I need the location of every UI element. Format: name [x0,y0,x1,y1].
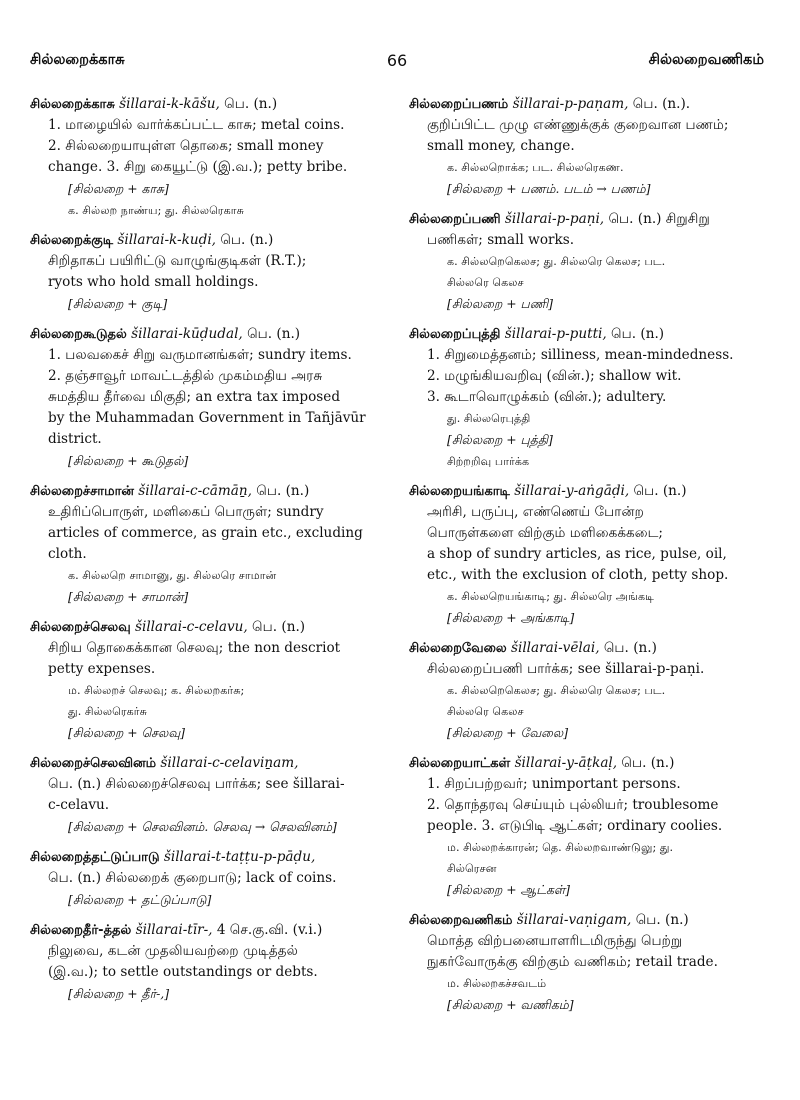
dictionary-entry [30,94,385,221]
headword: சில்லறையங்காடி [409,484,510,499]
part-of-speech: பெ. (n.) [629,483,687,499]
headword: சில்லறைக்காசு [30,97,115,112]
headword-line [30,324,385,345]
part-of-speech: பெ. (n.) [617,755,675,771]
definition-line: cloth. [48,546,87,562]
dictionary-entry [30,753,385,838]
cognate-line: க. சில்லறெகெலச; து. சில்லரெ கெலச; பட. [447,255,666,268]
etymology: [சில்லறை + சாமான்] [68,589,189,604]
part-of-speech: 4 செ.கு.வி. (v.i.) [212,922,323,938]
headword-line [30,481,385,502]
headword-line [409,638,764,659]
dictionary-entry [409,638,764,744]
cognate-line: சில்ரெசன [447,862,497,875]
definition-line: district. [48,431,102,447]
dictionary-entry [409,324,764,472]
transliteration: šillarai-c-celaviṉam, [156,755,299,771]
definition-line: 1. சிறுமைத்தனம்; silliness, mean-mindedness. [427,347,734,363]
definition-line: உதிரிப்பொருள், மளிகைப் பொருள்; sundry [48,504,324,520]
transliteration: šillarai-k-kāšu, [114,96,220,112]
headword-line [409,481,764,502]
dictionary-entry [30,920,385,1005]
cognate-line: து. சில்லரெபுத்தி [447,412,531,425]
headword: சில்லறைச்செலவினம் [30,756,157,771]
see-also: சிற்றறிவு பார்க்க [447,455,530,468]
columns [30,94,764,1025]
dictionary-entry [30,230,385,315]
dictionary-entry [30,847,385,911]
definition-line: 2. மழுங்கியவறிவு (வின்.); shallow wit. [427,368,682,384]
transliteration: šillarai-c-cāmāṉ, [133,483,252,499]
transliteration: šillarai-kūḍudal, [126,326,243,342]
transliteration: šillarai-k-kuḍi, [113,232,217,248]
transliteration: šillarai-t-taṭṭu-p-pāḍu, [159,849,316,865]
definition-line: பெ. (n.) சில்லறைச்செலவு பார்க்க; see šillarai- [48,776,345,792]
part-of-speech: பெ. (n.) [606,326,665,342]
headword-line [409,94,764,115]
right-column [409,94,764,1025]
cognate-line: சில்லரெ கெலச [447,705,524,718]
headword-line [409,910,764,931]
part-of-speech: பெ. (n.) [216,232,274,248]
etymology: [சில்லறை + செலவினம். செலவு → செலவினம்] [68,819,337,834]
definition-line: சிறிய தொகைக்கான செலவு; the non descriot [48,640,341,656]
etymology: [சில்லறை + அங்காடி] [447,610,575,625]
transliteration: šillarai-tīr-, [131,922,213,938]
dictionary-entry [409,910,764,1016]
definition-line: petty expenses. [48,661,156,677]
headword: சில்லறைக்குடி [30,233,114,248]
definition-line: குறிப்பிட்ட முழு எண்ணுக்குக் குறைவான பணம்; [427,117,729,133]
headword: சில்லறைப்புத்தி [409,327,501,342]
dictionary-entry [409,481,764,629]
definition-line: பொருள்களை விற்கும் மளிகைக்கடை; [427,525,663,541]
etymology: [சில்லறை + காசு] [68,181,169,196]
running-header [30,52,764,82]
transliteration: šillarai-vēlai, [506,640,600,656]
part-of-speech: பெ. (n.) [251,483,310,499]
part-of-speech: பெ. (n.) சிறுசிறு [604,211,710,227]
definition-line: change. 3. சிறு கையூட்டு (இ.வ.); petty bribe. [48,159,348,175]
headword: சில்லறைச்சாமான் [30,484,134,499]
left-column [30,94,385,1025]
definition-line: articles of commerce, as grain etc., excluding [48,525,363,541]
cognate-line: க. சில்லறொக்க; பட. சில்லரெகண. [447,161,624,174]
etymology: [சில்லறை + செலவு] [68,725,186,740]
etymology: [சில்லறை + பணி] [447,296,554,311]
definition-line: அரிசி, பருப்பு, எண்ணெய் போன்ற [427,504,644,520]
etymology: [சில்லறை + தீர்-,] [68,986,170,1001]
part-of-speech: பெ. (n.) [247,619,306,635]
definition-line: 1. மாழையில் வார்க்கப்பட்ட காசு; metal coins. [48,117,345,133]
cognate-line: சில்லரெ கெலச [447,276,524,289]
headword-line [30,920,385,941]
definition-line: (இ.வ.); to settle outstandings or debts. [48,964,318,980]
headword: சில்லறைச்செலவு [30,620,131,635]
headword: சில்லறைப்பணம் [409,97,509,112]
part-of-speech: பெ. (n.) [219,96,278,112]
definition-line: நிலுவை, கடன் முதலியவற்றை முடித்தல் [48,943,298,959]
definition-line: small money, change. [427,138,575,154]
definition-line: சுமத்திய தீர்வை மிகுதி; an extra tax imposed [48,389,341,405]
headword-line [30,847,385,868]
headword: சில்லறைத்தட்டுப்பாடு [30,850,160,865]
definition-line: நுகர்வோருக்கு விற்கும் வணிகம்; retail trade. [427,954,718,970]
dictionary-entry [30,324,385,472]
transliteration: šillarai-vaṇigam, [512,912,632,928]
definition-line: மொத்த விற்பனையாளரிடமிருந்து பெற்று [427,933,683,949]
headword: சில்லறையாட்கள் [409,756,511,771]
definition-line: c-celavu. [48,797,110,813]
definition-line: 2. தஞ்சாவூர் மாவட்டத்தில் முகம்மதிய அரசு [48,368,323,384]
header-last-word: சில்லறைவணிகம் [648,52,764,68]
headword: சில்லறைவணிகம் [409,913,513,928]
definition-line: பணிகள்; small works. [427,232,575,248]
headword: சில்லறைப்பணி [409,212,501,227]
part-of-speech: பெ. (n.). [628,96,691,112]
headword-line [30,753,385,774]
dictionary-entry [409,753,764,901]
definition-line: 3. கூடாவொழுக்கம் (வின்.); adultery. [427,389,667,405]
cognate-line: ம. சில்லறக்காரன்; தெ. சில்லறவாண்டுலு; து. [447,841,674,854]
cognate-line: க. சில்லறெ சாமானு, து. சில்லரெ சாமான் [68,569,277,582]
etymology: [சில்லறை + குடி] [68,296,168,311]
headword-line [409,324,764,345]
definition-line: பெ. (n.) சில்லறைக் குறைபாடு; lack of coins. [48,870,337,886]
part-of-speech: பெ. (n.) [631,912,689,928]
dictionary-entry [409,209,764,315]
headword-line [30,94,385,115]
etymology: [சில்லறை + தட்டுப்பாடு] [68,892,212,907]
definition-line: ryots who hold small holdings. [48,274,259,290]
header-first-word: சில்லறைக்காசு [30,52,125,68]
headword: சில்லறைதீர்-த்தல் [30,923,132,938]
definition-line: 2. சில்லறையாயுள்ள தொகை; small money [48,138,324,154]
etymology: [சில்லறை + கூடுதல்] [68,453,189,468]
headword-line [30,230,385,251]
definition-line: by the Muhammadan Government in Tañjāvūr [48,410,366,426]
transliteration: šillarai-y-āṭkaḷ, [510,755,618,771]
etymology: [சில்லறை + வணிகம்] [447,997,574,1012]
transliteration: šillarai-c-celavu, [130,619,248,635]
etymology: [சில்லறை + வேலை] [447,725,569,740]
definition-line: people. 3. எடுபிடி ஆட்கள்; ordinary coolies. [427,818,723,834]
definition-line: 1. சிறப்பற்றவர்; unimportant persons. [427,776,681,792]
headword-line [409,209,764,230]
definition-line: 2. தொந்தரவு செய்யும் புல்லியர்; troublesome [427,797,719,813]
definition-line: சிறிதாகப் பயிரிட்டு வாழுங்குடிகள் (R.T.); [48,253,307,269]
cognate-line: க. சில்லறெகெலச; து. சில்லரெ கெலச; பட. [447,684,666,697]
dictionary-entry [30,481,385,608]
etymology: [சில்லறை + புத்தி] [447,432,553,447]
etymology: [சில்லறை + பணம். படம் → பணம்] [447,181,651,196]
dictionary-entry [409,94,764,200]
headword-line [30,617,385,638]
transliteration: šillarai-p-putti, [500,326,607,342]
cognate-line: ம. சில்லறகச்சவடம் [447,977,547,990]
headword-line [409,753,764,774]
headword: சில்லறைகூடுதல் [30,327,127,342]
definition-line: சில்லறைப்பணி பார்க்க; see šillarai-p-paṇi. [427,661,705,677]
transliteration: šillarai-p-paṇam, [508,96,629,112]
definition-line: 1. பலவகைச் சிறு வருமானங்கள்; sundry items. [48,347,352,363]
headword: சில்லறைவேலை [409,641,507,656]
part-of-speech: பெ. (n.) [599,640,657,656]
definition-line: etc., with the exclusion of cloth, petty shop. [427,567,729,583]
dictionary-entry [30,617,385,744]
cognate-line: து. சில்லரெகர்சு [68,705,147,718]
page-number: 66 [386,51,408,70]
part-of-speech: பெ. (n.) [242,326,301,342]
cognate-line: க. சில்லற நாண்ய; து. சில்லரெகாசு [68,204,244,217]
cognate-line: ம. சில்லறச் செலவு; க. சில்லறகர்சு; [68,684,245,697]
cognate-line: க. சில்லறெயங்காடி; து. சில்லரெ அங்கடி [447,590,655,603]
transliteration: šillarai-y-aṅgāḍi, [509,483,630,499]
definition-line: a shop of sundry articles, as rice, pulse, oil, [427,546,727,562]
etymology: [சில்லறை + ஆட்கள்] [447,882,570,897]
transliteration: šillarai-p-paṇi, [500,211,605,227]
